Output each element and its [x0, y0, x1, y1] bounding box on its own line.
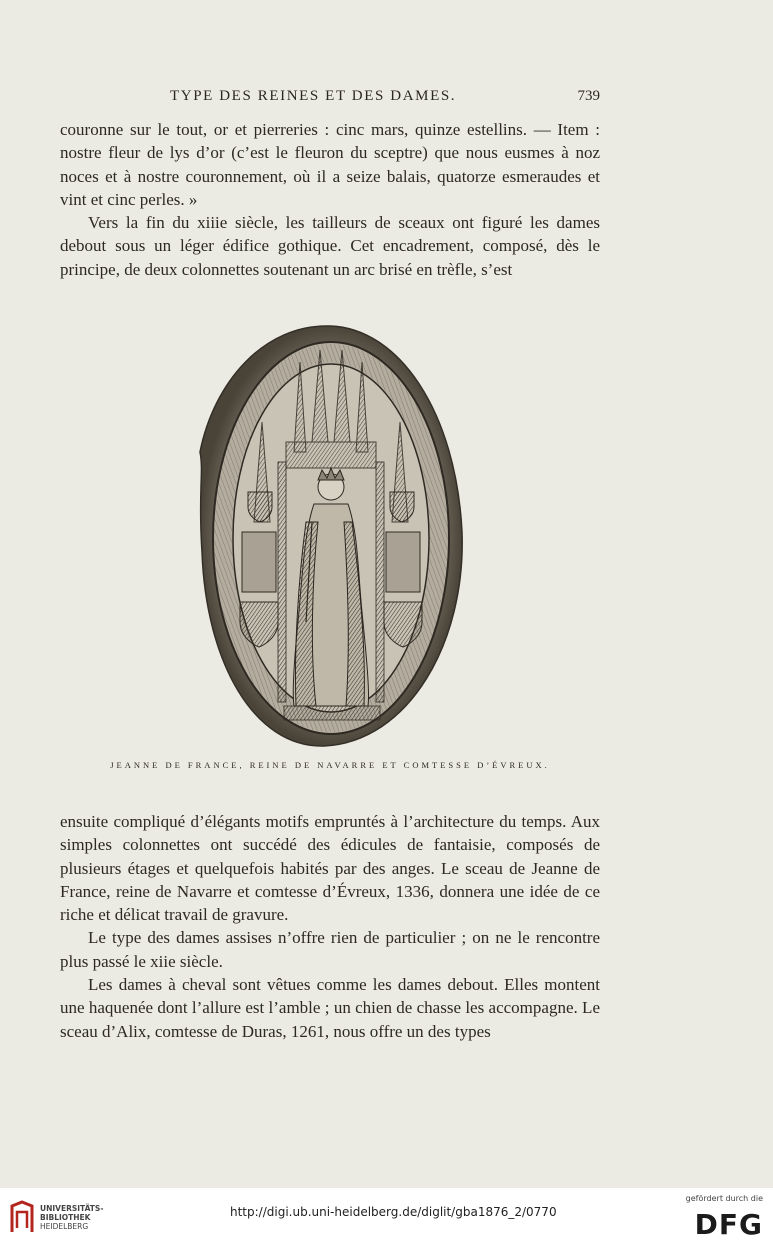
paragraph: Les dames à cheval sont vêtues comme les dames debout. Elles montent une haquenée dont l’allure est l’amble ; un chien de chasse les accompagne. Le sceau d’Alix, comtesse de Duras, 1261, nous offre un des types	[60, 975, 600, 1041]
paragraph: Vers la fin du xiiie siècle, les tailleurs de sceaux ont figuré les dames debout sous un léger édifice gothique. Cet encadrement, composé, dès le principe, de deux colonnettes soutenant un arc brisé en trèfle, s’est	[60, 213, 600, 279]
body-text-bottom	[60, 810, 600, 1043]
page-number: 739	[577, 88, 600, 104]
dfg-logo-icon: DFG	[694, 1208, 763, 1241]
university-library-name: UNIVERSITÄTS- BIBLIOTHEK HEIDELBERG	[40, 1204, 104, 1231]
paragraph: Le type des dames assises n’offre rien de particulier ; on ne le rencontre plus passé le xiie siècle.	[60, 928, 600, 971]
running-head	[60, 88, 600, 110]
paragraph: couronne sur le tout, or et pierreries : cinc mars, quinze estellins. — Item : nostre fleur de lys d’or (c’est le fleuron du sceptre) que nous eusmes à noz noces et à nostre couronnement, où il a seize balais, quatorze esmeraudes et vint et cinc perles. »	[60, 120, 600, 209]
running-head-title: TYPE DES REINES ET DES DAMES.	[170, 88, 457, 104]
seal-illustration	[194, 322, 466, 750]
source-url-link[interactable]: http://digi.ub.uni-heidelberg.de/diglit/gba1876_2/0770	[230, 1205, 557, 1219]
seal-engraving	[194, 322, 466, 750]
paragraph: ensuite compliqué d’élégants motifs empruntés à l’architecture du temps. Aux simples colonnettes ont succédé des édicules de fantaisie, composés de plusieurs étages et quelquefois habités par des anges. Le sceau de Jeanne de France, reine de Navarre et comtesse d’Évreux, 1336, donnera une idée de ce riche et délicat travail de gravure.	[60, 812, 600, 925]
digitization-footer	[0, 1188, 773, 1245]
body-text-top	[60, 118, 600, 281]
university-library-logo-icon	[10, 1200, 34, 1234]
figure-caption: JEANNE DE FRANCE, REINE DE NAVARRE ET COMTESSE D’ÉVREUX.	[110, 760, 550, 770]
funded-by-label: gefördert durch die	[685, 1194, 763, 1203]
